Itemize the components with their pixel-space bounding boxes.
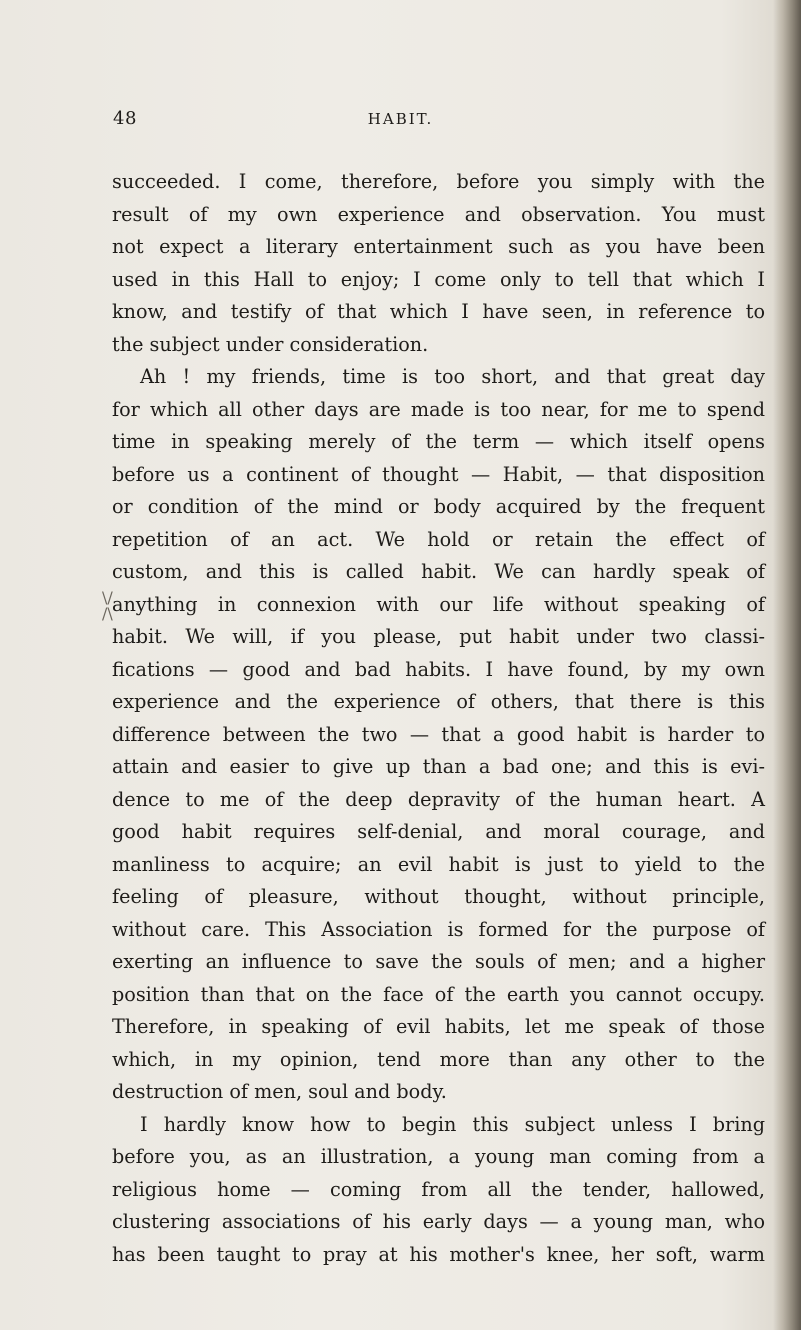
text-line: destruction of men, soul and body. [112, 1080, 447, 1103]
text-line: which, in my opinion, tend more than any other to the [112, 1047, 765, 1071]
text-line: the subject under consideration. [112, 332, 429, 356]
text-line: religious home — coming from all the tender, hallowed, [112, 1177, 765, 1201]
page-header [0, 108, 801, 138]
text-line: before you, as an illustration, a young man coming from a [112, 1145, 765, 1168]
text-line: feeling of pleasure, without thought, without principle, [112, 885, 765, 908]
running-head: HABIT. [367, 110, 434, 128]
text-line: Therefore, in speaking of evil habits, let me speak of those [112, 1015, 765, 1038]
text-line: experience and the experience of others, that there is this [112, 690, 765, 713]
text-line: before us a continent of thought — Habit, — that disposition [112, 462, 765, 486]
text-line: has been taught to pray at his mother's knee, her soft, warm [112, 1242, 765, 1266]
text-line: difference between the two — that a good habit is harder to [112, 722, 765, 746]
text-line: or condition of the mind or body acquired by the frequent [112, 495, 765, 518]
text-line: custom, and this is called habit. We can hardly speak of [112, 560, 765, 583]
margin-mark: /\ [102, 604, 113, 623]
text-line: used in this Hall to enjoy; I come only to tell that which I [112, 267, 765, 291]
text-line: attain and easier to give up than a bad one; and this is evi- [112, 755, 765, 778]
page-number: 48 [113, 108, 137, 129]
text-line: position than that on the face of the earth you cannot occupy. [112, 982, 765, 1006]
text-line: I hardly know how to begin this subject unless I bring [140, 1112, 765, 1136]
text-line: without care. This Association is formed for the purpose of [112, 917, 765, 941]
text-line: habit. We will, if you please, put habit under two classi- [112, 625, 765, 648]
text-line: exerting an influence to save the souls of men; and a higher [112, 950, 765, 973]
text-line: repetition of an act. We hold or retain the effect of [112, 527, 765, 551]
text-line: anything in connexion with our life without speaking of [112, 592, 765, 616]
page-edge-shadow [773, 0, 801, 1330]
text-line: know, and testify of that which I have seen, in reference to [112, 300, 765, 323]
text-line: manliness to acquire; an evil habit is just to yield to the [112, 852, 765, 876]
body-text [112, 166, 765, 1271]
text-line: time in speaking merely of the term — which itself opens [112, 430, 765, 453]
text-line: not expect a literary entertainment such as you have been [112, 235, 765, 258]
text-line: succeeded. I come, therefore, before you simply with the [112, 170, 765, 193]
text-line: Ah ! my friends, time is too short, and that great day [140, 365, 765, 388]
margin-mark: \/ [102, 588, 113, 607]
text-line: good habit requires self-denial, and moral courage, and [112, 820, 765, 843]
text-line: fications — good and bad habits. I have found, by my own [112, 657, 765, 681]
text-line: dence to me of the deep depravity of the human heart. A [112, 787, 765, 811]
text-line: clustering associations of his early days — a young man, who [112, 1210, 765, 1233]
text-line: for which all other days are made is too near, for me to spend [112, 397, 765, 421]
text-line: result of my own experience and observation. You must [112, 202, 765, 226]
